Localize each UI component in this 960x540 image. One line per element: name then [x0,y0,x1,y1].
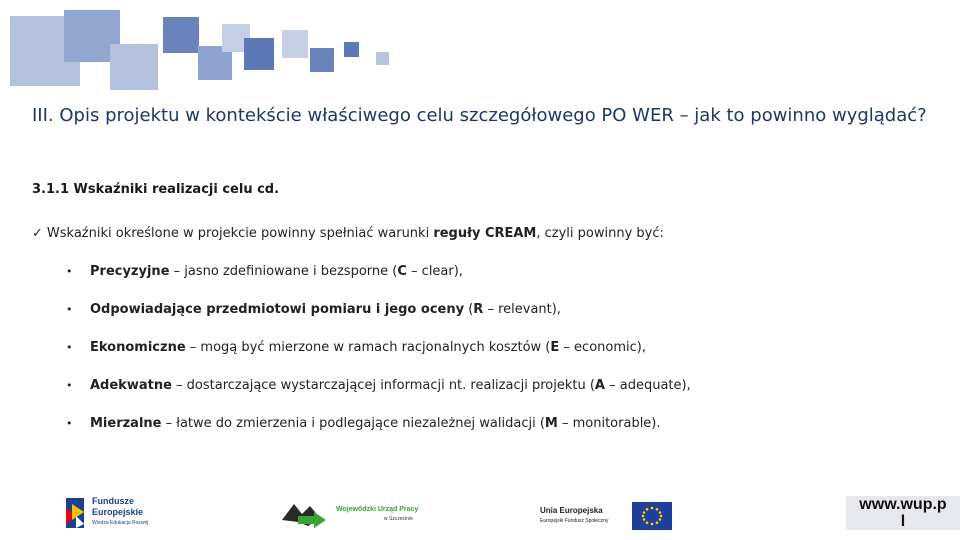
wup-emblem-icon [280,500,330,530]
list-item: • Adekwatne – dostarczające wystarczającej informacji nt. realizacji projektu (A – adequate), [66,378,691,393]
wup-szczecin-logo: Wojewódzki Urząd Pracy w Szczecinie [280,498,430,532]
list-item: • Mierzalne – łatwe do zmierzenia i podlegające niezależnej walidacji (M – monitorable). [66,416,661,431]
cream-criteria-list [66,264,946,454]
fundusze-europejskie-logo: Fundusze Europejskie Wiedza Edukacja Rozwój [64,494,184,534]
eu-flag-icon [632,502,672,530]
intro-paragraph: ✓ Wskaźniki określone w projekcie powinny spełniać warunki reguły CREAM, czyli powinny być: [32,226,664,241]
list-item: • Ekonomiczne – mogą być mierzone w ramach racjonalnych kosztów (E – economic), [66,340,646,355]
list-item: • Odpowiadające przedmiotowi pomiaru i jego oceny (R – relevant), [66,302,561,317]
checkmark-icon: ✓ [32,226,43,241]
website-url[interactable]: www.wup.p l [846,496,960,530]
unia-europejska-logo: Unia Europejska Europejski Fundusz Społeczny [536,500,676,532]
section-subheading: 3.1.1 Wskaźniki realizacji celu cd. [32,182,280,197]
list-item: • Precyzyjne – jasno zdefiniowane i bezsporne (C – clear), [66,264,463,279]
page-title: III. Opis projektu w kontekście właściwego celu szczegółowego PO WER – jak to powinno wyglądać? [32,105,927,126]
fe-emblem-icon [64,494,88,532]
